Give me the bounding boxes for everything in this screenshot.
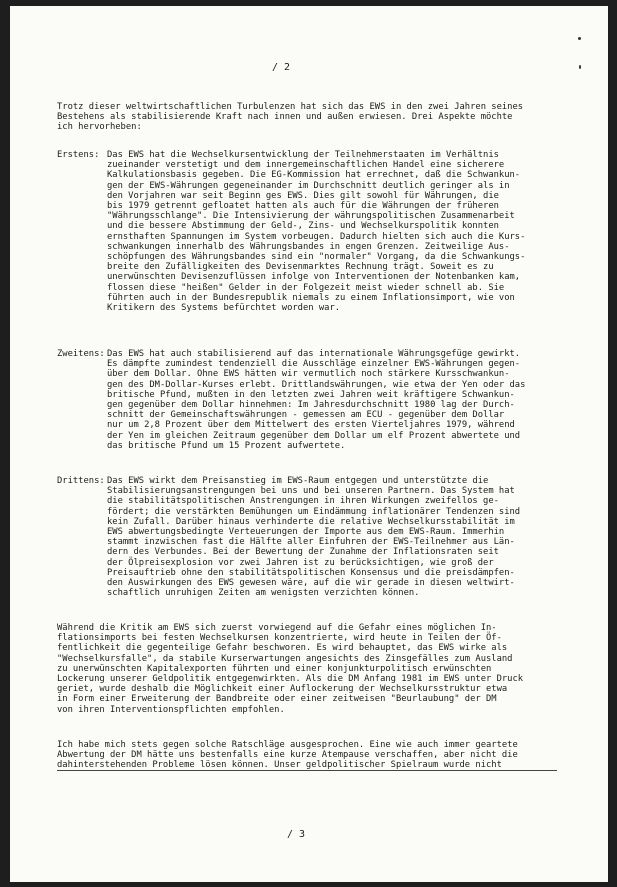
erstens-paragraph: Das EWS hat die Wechselkursentwicklung der Teilnehmerstaaten im Verhältnis zueinander verstetigt und dem innergemeinschaftlichen Handel eine sicherere Kalkulationsbasis gegeben. Die EG-Kommission hat errechnet, daß die Schwankun- gen der EWS-Währungen gegeneinander im Durchschnitt deutlich geringer als in den Vorjahren war seit Beginn ges EWS. Dies gilt sowohl für Währungen, die bis 1979 getrennt gefloatet hatten als auch für die Währungen der früheren "Währungsschlange". Die Intensivierung der währungspolitischen Zusammenarbeit und die bessere Abstimmung der Geld-, Zins- und Wechselkurspolitik konnten ernsthaften Spannungen im System vorbeugen. Dadurch hielten sich auch die Kurs- schwankungen innerhalb des Währungsbandes in engen Grenzen. Zeitweilige Aus- schöpfungen des Währungsbandes sind ein "normaler" Vorgang, da die Schwankungs- breite den Zufälligkeiten des Devisenmarktes Rechnung trägt. Soweit es zu unerwünschten Devisenzuflüssen infolge von Interventionen der Notenbanken kam, flossen diese "heißen" Gelder in der Folgezeit meist wieder schnell ab. Sie führten auch in der Bundesrepublik niemals zu einem Inflationsimport, wie von Kritikern des Systems befürchtet worden war. [107, 150, 526, 314]
document-page [10, 6, 608, 882]
schluss-paragraph: Ich habe mich stets gegen solche Ratschläge ausgesprochen. Eine wie auch immer geartete Abwertung der DM hätte uns bestenfalls eine kurze Atempause verschaffen, aber nicht die dahinterstehenden Probleme lösen können. Unser geldpolitischer Spielraum wurde nicht [57, 740, 518, 771]
drittens-label: Drittens: [57, 476, 105, 486]
page-marker-top: / 2 [272, 62, 291, 73]
scan-speck [578, 37, 581, 40]
text-underline [57, 770, 557, 771]
drittens-paragraph: Das EWS wirkt dem Preisanstieg im EWS-Raum entgegen und unterstützte die Stabilisierungsanstrengungen bei uns und bei unseren Partnern. Das System hat die stabilitätspolitischen Anstrengungen in ihren Wirkungen zweifellos ge- fördert; die verstärkten Bemühungen um Eindämmung inflationärer Tendenzen sind kein Zufall. Darüber hinaus verhinderte die relative Wechselkursstabilität im EWS abwertungsbedingte Verteuerungen der Importe aus dem EWS-Raum. Immerhin stammt inzwischen fast die Hälfte aller Einfuhren der EWS-Teilnehmer aus Län- dern des Verbundes. Bei der Bewertung der Zunahme der Inflationsraten seit der Ölpreisexplosion vor zwei Jahren ist zu berücksichtigen, wie groß der Preisauftrieb ohne den stabilitätspolitischen Konsensus und die preisdämpfen- den Auswirkungen des EWS gewesen wäre, auf die wir gerade in diesen weltwirt- schaftlich unruhigen Zeiten am wenigsten verzichten können. [107, 476, 521, 599]
page-marker-bottom: / 3 [287, 829, 306, 840]
scan-speck [579, 65, 581, 69]
zweitens-paragraph: Das EWS hat auch stabilisierend auf das internationale Währungsgefüge gewirkt. Es dämpfte zumindest tendenziell die Ausschläge einzelner EWS-Währungen gegen- über dem Dollar. Ohne EWS hätten wir vermutlich noch stärkere Kursschwankun- gen des DM-Dollar-Kurses erlebt. Drittlandswährungen, wie etwa der Yen oder das britische Pfund, mußten in den letzten zwei Jahren weit kräftigere Schwankun- gen gegenüber dem Dollar hinnehmen: Im Jahresdurchschnitt 1980 lag der Durch- schnitt der Gemeinschaftswährungen - gemessen am ECU - gegenüber dem Dollar nur um 2,8 Prozent über dem Mittelwert des ersten Vierteljahres 1979, während der Yen im gleichen Zeitraum gegenüber dem Dollar um elf Prozent abwertete und das britische Pfund um 15 Prozent aufwertete. [107, 349, 526, 451]
erstens-label: Erstens: [57, 150, 100, 160]
kritik-paragraph: Während die Kritik am EWS sich zuerst vorwiegend auf die Gefahr eines möglichen In- flationsimports bei festen Wechselkursen konzentrierte, wird heute in Teilen der Öf- fentlichkeit die gegenteilige Gefahr beschworen. Es wird behauptet, das EWS wirke als "Wechselkursfalle", da stabile Kurserwartungen angesichts des Zinsgefälles zum Ausland zu unerwünschten Kapitalexporten führten und einer konjunkturpolitisch erwünschten Lockerung unserer Geldpolitik entgegenwirkten. Als die DM Anfang 1981 im EWS unter Druck geriet, wurde deshalb die Möglichkeit einer Auflockerung der Wechselkursstruktur etwa in Form einer Erweiterung der Bandbreite oder einer zeitweisen "Beurlaubung" der DM von ihren Interventionspflichten empfohlen. [57, 623, 524, 715]
intro-paragraph: Trotz dieser weltwirtschaftlichen Turbulenzen hat sich das EWS in den zwei Jahren seines Bestehens als stabilisierende Kraft nach innen und außen erwiesen. Drei Aspekte möchte ich hervorheben: [57, 102, 524, 133]
zweitens-label: Zweitens: [57, 349, 105, 359]
